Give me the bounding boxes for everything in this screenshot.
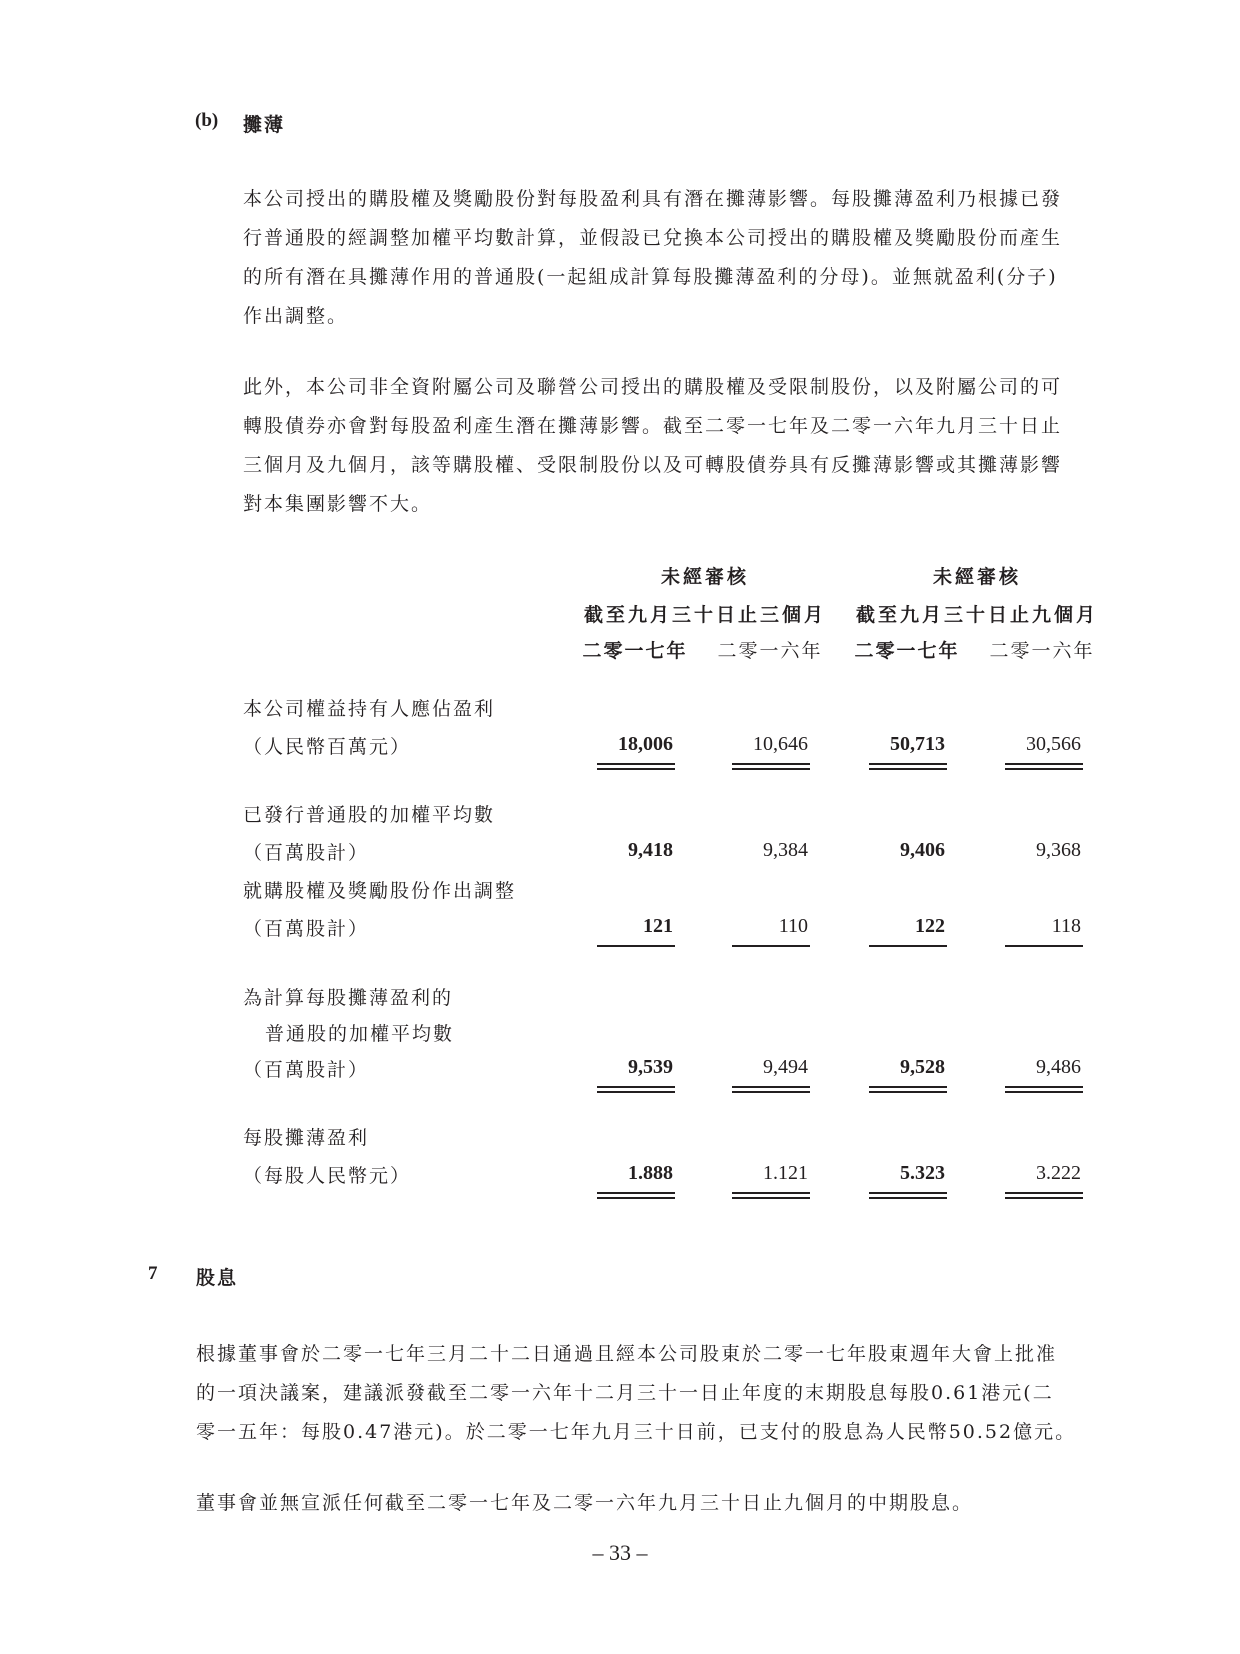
table-cell: 122	[915, 915, 945, 937]
group2-period-header: 截至九月三十日止九個月	[855, 604, 1098, 626]
double-underline	[1005, 768, 1083, 770]
single-underline	[597, 945, 675, 947]
row-unit-label: （百萬股計）	[243, 1059, 370, 1081]
single-underline	[869, 945, 947, 947]
table-cell: 3.222	[1036, 1162, 1081, 1184]
section-b-label: (b)	[195, 110, 219, 131]
group1-year-2016: 二零一六年	[717, 640, 823, 662]
group2-year-2016: 二零一六年	[989, 640, 1095, 662]
text-line: 的一項決議案，建議派發截至二零一六年十二月三十一日止年度的末期股息每股0.61港元(二	[196, 1382, 1054, 1404]
table-cell: 18,006	[618, 733, 673, 755]
double-underline	[1005, 1192, 1083, 1194]
double-underline	[869, 1086, 947, 1088]
double-underline	[597, 763, 675, 765]
double-underline	[597, 1091, 675, 1093]
section-7-paragraph-2: 董事會並無宣派任何截至二零一七年及二零一六年九月三十日止九個月的中期股息。	[196, 1492, 974, 1514]
text-line: 作出調整。	[243, 305, 349, 327]
group1-year-2017: 二零一七年	[582, 640, 688, 662]
text-line: 三個月及九個月，該等購股權、受限制股份以及可轉股債券具有反攤薄影響或其攤薄影響	[243, 454, 1063, 476]
double-underline	[869, 768, 947, 770]
double-underline	[1005, 1086, 1083, 1088]
row-unit-label: （百萬股計）	[243, 918, 370, 940]
double-underline	[732, 1091, 810, 1093]
table-cell: 9,406	[900, 839, 945, 861]
double-underline	[1005, 1197, 1083, 1199]
table-cell: 9,494	[763, 1056, 808, 1078]
table-cell: 9,418	[628, 839, 673, 861]
group1-audit-header: 未經審核	[660, 566, 749, 588]
double-underline	[869, 1192, 947, 1194]
row-label: 已發行普通股的加權平均數	[243, 804, 496, 826]
table-cell: 30,566	[1026, 733, 1081, 755]
text-line: 轉股債券亦會對每股盈利產生潛在攤薄影響。截至二零一七年及二零一六年九月三十日止	[243, 415, 1063, 437]
text-line: 根據董事會於二零一七年三月二十二日通過且經本公司股東於二零一七年股東週年大會上批准	[196, 1343, 1058, 1365]
table-cell: 9,368	[1036, 839, 1081, 861]
double-underline	[1005, 763, 1083, 765]
table-cell: 50,713	[890, 733, 945, 755]
text-line: 的所有潛在具攤薄作用的普通股(一起組成計算每股攤薄盈利的分母)。並無就盈利(分子)	[243, 266, 1058, 288]
double-underline	[732, 1197, 810, 1199]
group1-period-header: 截至九月三十日止三個月	[583, 604, 826, 626]
double-underline	[597, 1086, 675, 1088]
section-7-paragraph-1	[196, 1335, 1093, 1452]
page-number: – 33 –	[592, 1540, 648, 1565]
section-7-title: 股息	[196, 1267, 239, 1289]
table-cell: 10,646	[753, 733, 808, 755]
row-label: 就購股權及獎勵股份作出調整	[243, 880, 517, 902]
double-underline	[732, 763, 810, 765]
double-underline	[597, 1197, 675, 1199]
text-line: 行普通股的經調整加權平均數計算，並假設已兌換本公司授出的購股權及獎勵股份而產生	[243, 227, 1063, 249]
table-cell: 121	[643, 915, 673, 937]
group2-year-2017: 二零一七年	[854, 640, 960, 662]
row-label: 為計算每股攤薄盈利的	[243, 987, 454, 1009]
row-unit-label: （百萬股計）	[243, 842, 370, 864]
text-line: 此外，本公司非全資附屬公司及聯營公司授出的購股權及受限制股份，以及附屬公司的可	[243, 376, 1063, 398]
single-underline	[732, 945, 810, 947]
row-unit-label: （人民幣百萬元）	[243, 736, 412, 758]
table-cell: 1.121	[763, 1162, 808, 1184]
double-underline	[869, 1091, 947, 1093]
table-cell: 9,486	[1036, 1056, 1081, 1078]
table-cell: 5.323	[900, 1162, 945, 1184]
double-underline	[732, 768, 810, 770]
text-line: 零一五年：每股0.47港元)。於二零一七年九月三十日前，已支付的股息為人民幣50.52億元。	[196, 1421, 1077, 1443]
double-underline	[732, 1086, 810, 1088]
table-cell: 9,539	[628, 1056, 673, 1078]
row-label: 每股攤薄盈利	[243, 1127, 370, 1149]
group2-audit-header: 未經審核	[932, 566, 1021, 588]
row-label-continued: 普通股的加權平均數	[265, 1023, 455, 1045]
row-label: 本公司權益持有人應佔盈利	[243, 698, 496, 720]
section-b-paragraph-1	[243, 180, 1093, 336]
double-underline	[869, 1197, 947, 1199]
double-underline	[597, 768, 675, 770]
text-line: 本公司授出的購股權及獎勵股份對每股盈利具有潛在攤薄影響。每股攤薄盈利乃根據已發	[243, 188, 1063, 210]
table-cell: 1.888	[628, 1162, 673, 1184]
table-cell: 110	[778, 915, 808, 937]
single-underline	[1005, 945, 1083, 947]
double-underline	[597, 1192, 675, 1194]
text-line: 對本集團影響不大。	[243, 493, 433, 515]
table-cell: 9,528	[900, 1056, 945, 1078]
section-b-title: 攤薄	[243, 114, 286, 136]
section-7-number: 7	[148, 1263, 158, 1284]
row-unit-label: （每股人民幣元）	[243, 1165, 412, 1187]
section-b-paragraph-2	[243, 368, 1093, 524]
double-underline	[732, 1192, 810, 1194]
table-cell: 118	[1051, 915, 1081, 937]
table-cell: 9,384	[763, 839, 808, 861]
double-underline	[1005, 1091, 1083, 1093]
double-underline	[869, 763, 947, 765]
